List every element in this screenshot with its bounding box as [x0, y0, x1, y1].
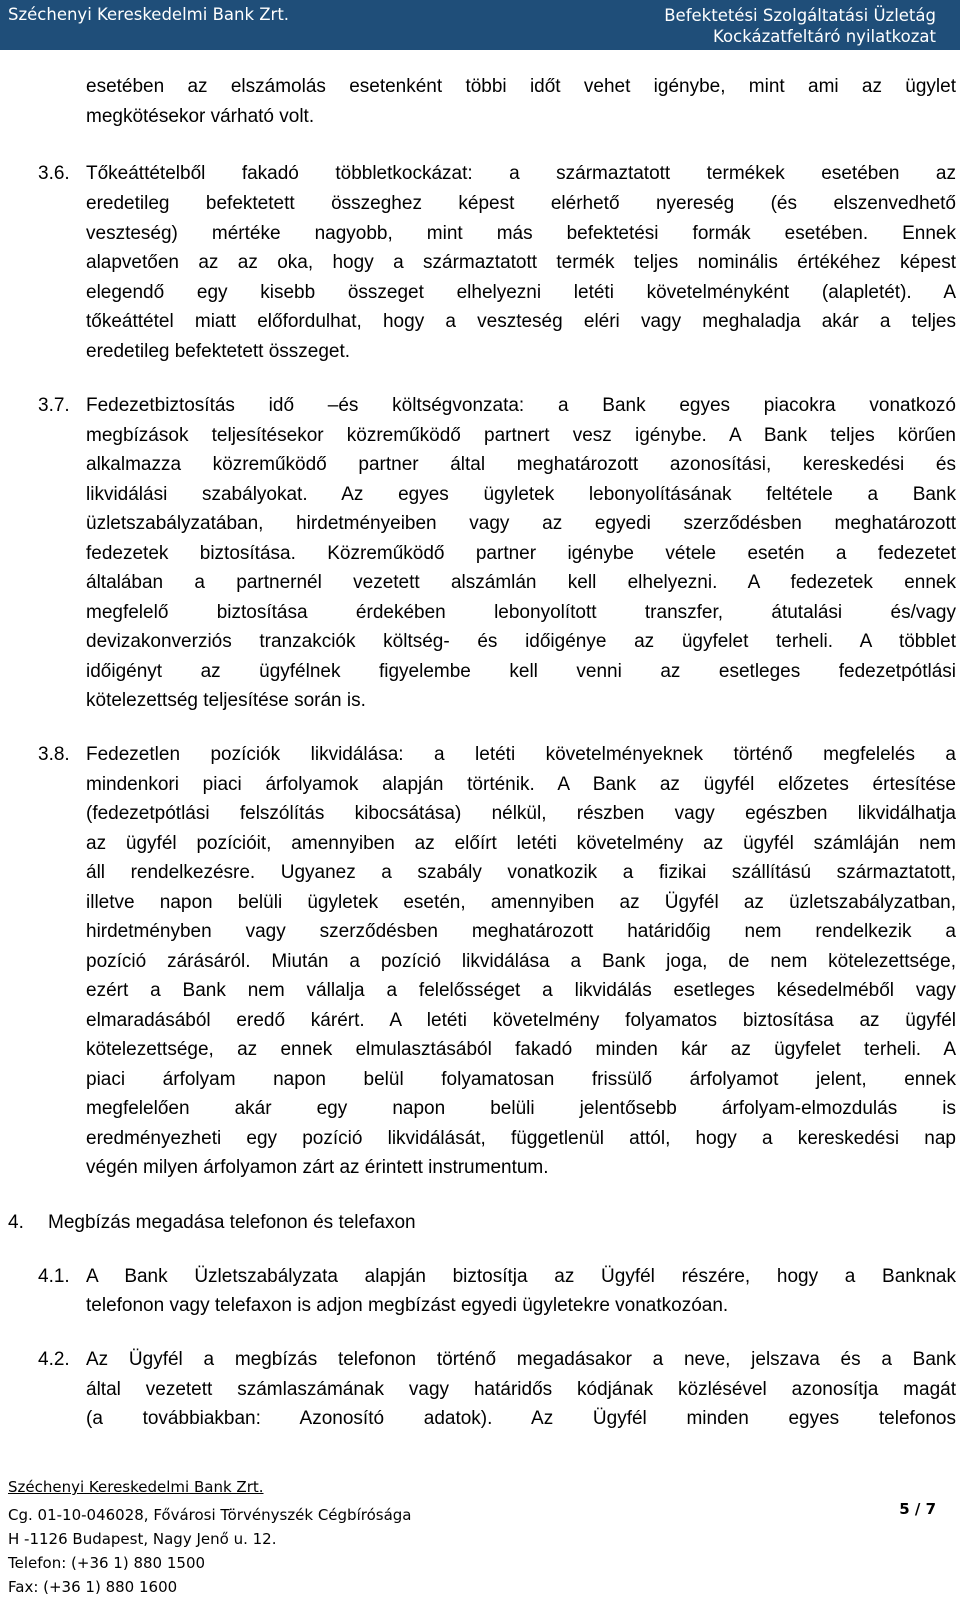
- section-number-3-7: 3.7.: [38, 395, 70, 416]
- paragraph-line: eredetileg befektetett összeghez képest elérhető nyereség (és elszenvedhető: [86, 193, 956, 214]
- section-number-4-1: 4.1.: [38, 1266, 70, 1287]
- paragraph-line: időigényt az ügyfélnek figyelembe kell venni az esetleges fedezetpótlási: [86, 661, 956, 682]
- footer-phone: Telefon: (+36 1) 880 1500: [8, 1554, 206, 1572]
- section-number-4: 4.: [8, 1212, 24, 1233]
- section-heading-4: Megbízás megadása telefonon és telefaxon: [48, 1212, 416, 1233]
- paragraph-line: megkötésekor várható volt.: [86, 106, 315, 127]
- paragraph-line: elmaradásából eredő kárért. A letéti követelmény folyamatos biztosítása az ügyfél: [86, 1010, 956, 1031]
- paragraph-line: veszteség) mértéke nagyobb, mint más befektetési formák esetében. Ennek: [86, 223, 956, 244]
- paragraph-line: pozíció zárásáról. Miután a pozíció likvidálása a Bank joga, de nem kötelezettsége,: [86, 951, 956, 972]
- section-number-3-8: 3.8.: [38, 744, 70, 765]
- section-number-4-2: 4.2.: [38, 1349, 70, 1370]
- paragraph-line: A Bank Üzletszabályzata alapján biztosítja az Ügyfél részére, hogy a Banknak: [86, 1266, 956, 1287]
- paragraph-line: az ügyfél pozícióit, amennyiben az előírt letéti követelmény az ügyfél számláján nem: [86, 833, 956, 854]
- paragraph-line: eredetileg befektetett összeget.: [86, 341, 351, 362]
- footer-registry: Cg. 01-10-046028, Fővárosi Törvényszék Cégbírósága: [8, 1506, 412, 1524]
- paragraph-line: likvidálási szabályokat. Az egyes ügyletek lebonyolításának feltétele a Bank: [86, 484, 956, 505]
- footer-address: H -1126 Budapest, Nagy Jenő u. 12.: [8, 1530, 277, 1548]
- paragraph-line: megfelelően akár egy napon belüli jelentősebb árfolyam-elmozdulás is: [86, 1098, 956, 1119]
- paragraph-line: Fedezetlen pozíciók likvidálása: a letéti követelményeknek történő megfelelés a: [86, 744, 956, 765]
- paragraph-line: alkalmazza közreműködő partner által meghatározott azonosítási, kereskedési és: [86, 454, 956, 475]
- footer-fax: Fax: (+36 1) 880 1600: [8, 1578, 178, 1596]
- paragraph-line: megbízások teljesítésekor közreműködő partnert vesz igénybe. A Bank teljes körűen: [86, 425, 956, 446]
- paragraph-line: (fedezetpótlási felszólítás kibocsátása) nélkül, részben vagy egészben likvidálhatja: [86, 803, 956, 824]
- paragraph-line: devizakonverziós tranzakciók költség- és időigénye az ügyfelet terheli. A többlet: [86, 631, 956, 652]
- section-number-3-6: 3.6.: [38, 163, 70, 184]
- paragraph-line: Fedezetbiztosítás idő –és költségvonzata: a Bank egyes piacokra vonatkozó: [86, 395, 956, 416]
- page-number: 5 / 7: [899, 1500, 936, 1518]
- paragraph-line: Tőkeáttételből fakadó többletkockázat: a származtatott termékek esetében az: [86, 163, 956, 184]
- header-document-title: Kockázatfeltáró nyilatkozat: [713, 27, 936, 46]
- paragraph-line: ezért a Bank nem vállalja a felelősséget a likvidálás esetleges késedelméből vagy: [86, 980, 956, 1001]
- header-right: [664, 5, 936, 47]
- paragraph-line: kötelezettsége, az ennek elmulasztásából fakadó minden kár az ügyfelet terheli. A: [86, 1039, 956, 1060]
- paragraph-line: illetve napon belüli ügyletek esetén, amennyiben az Ügyfél az üzletszabályzatban,: [86, 892, 956, 913]
- paragraph-line: (a továbbiakban: Azonosító adatok). Az Ügyfél minden egyes telefonos: [86, 1408, 956, 1429]
- paragraph-line: mindenkori piaci árfolyamok alapján történik. A Bank az ügyfél előzetes értesítése: [86, 774, 956, 795]
- paragraph-line: kötelezettség teljesítése során is.: [86, 690, 366, 711]
- paragraph-line: esetében az elszámolás esetenként többi időt vehet igénybe, mint ami az ügylet: [86, 76, 956, 97]
- paragraph-line: üzletszabályzatában, hirdetményeiben vagy az egyedi szerződésben meghatározott: [86, 513, 956, 534]
- header-department: Befektetési Szolgáltatási Üzletág: [664, 6, 936, 25]
- paragraph-line: telefonon vagy telefaxon is adjon megbízást egyedi ügyletekre vonatkozóan.: [86, 1295, 729, 1316]
- paragraph-line: eredményezheti egy pozíció likvidálását, függetlenül attól, hogy a kereskedési nap: [86, 1128, 956, 1149]
- paragraph-line: piaci árfolyam napon belül folyamatosan frissülő árfolyamot jelent, ennek: [86, 1069, 956, 1090]
- paragraph-line: alapvetően az az oka, hogy a származtatott termék teljes nominális értékéhez képest: [86, 252, 956, 273]
- paragraph-line: elegendő egy kisebb összeget elhelyezni letéti követelményként (alapletét). A: [86, 282, 956, 303]
- paragraph-line: megfelelő biztosítása érdekében lebonyolított transzfer, átutalási és/vagy: [86, 602, 956, 623]
- paragraph-line: hirdetményben vagy szerződésben meghatározott határidőig nem rendelkezik a: [86, 921, 956, 942]
- paragraph-line: általában a partnernél vezetett alszámlán kell elhelyezni. A fedezetek ennek: [86, 572, 956, 593]
- paragraph-line: fedezetek biztosítása. Közreműködő partner igénybe vétele esetén a fedezetet: [86, 543, 956, 564]
- page-header: [0, 0, 960, 50]
- header-company: Széchenyi Kereskedelmi Bank Zrt.: [8, 5, 290, 24]
- paragraph-line: Az Ügyfél a megbízás telefonon történő megadásakor a neve, jelszava és a Bank: [86, 1349, 956, 1370]
- paragraph-line: tőkeáttétel miatt előfordulhat, hogy a veszteség eléri vagy meghaladja akár a teljes: [86, 311, 956, 332]
- paragraph-line: végén milyen árfolyamon zárt az érintett instrumentum.: [86, 1157, 549, 1178]
- paragraph-line: által vezetett számlaszámának vagy határidős kódjának közlésével azonosítja magát: [86, 1379, 956, 1400]
- footer-company: Széchenyi Kereskedelmi Bank Zrt.: [8, 1478, 264, 1496]
- paragraph-line: áll rendelkezésre. Ugyanez a szabály vonatkozik a fizikai szállítású származtatott,: [86, 862, 956, 883]
